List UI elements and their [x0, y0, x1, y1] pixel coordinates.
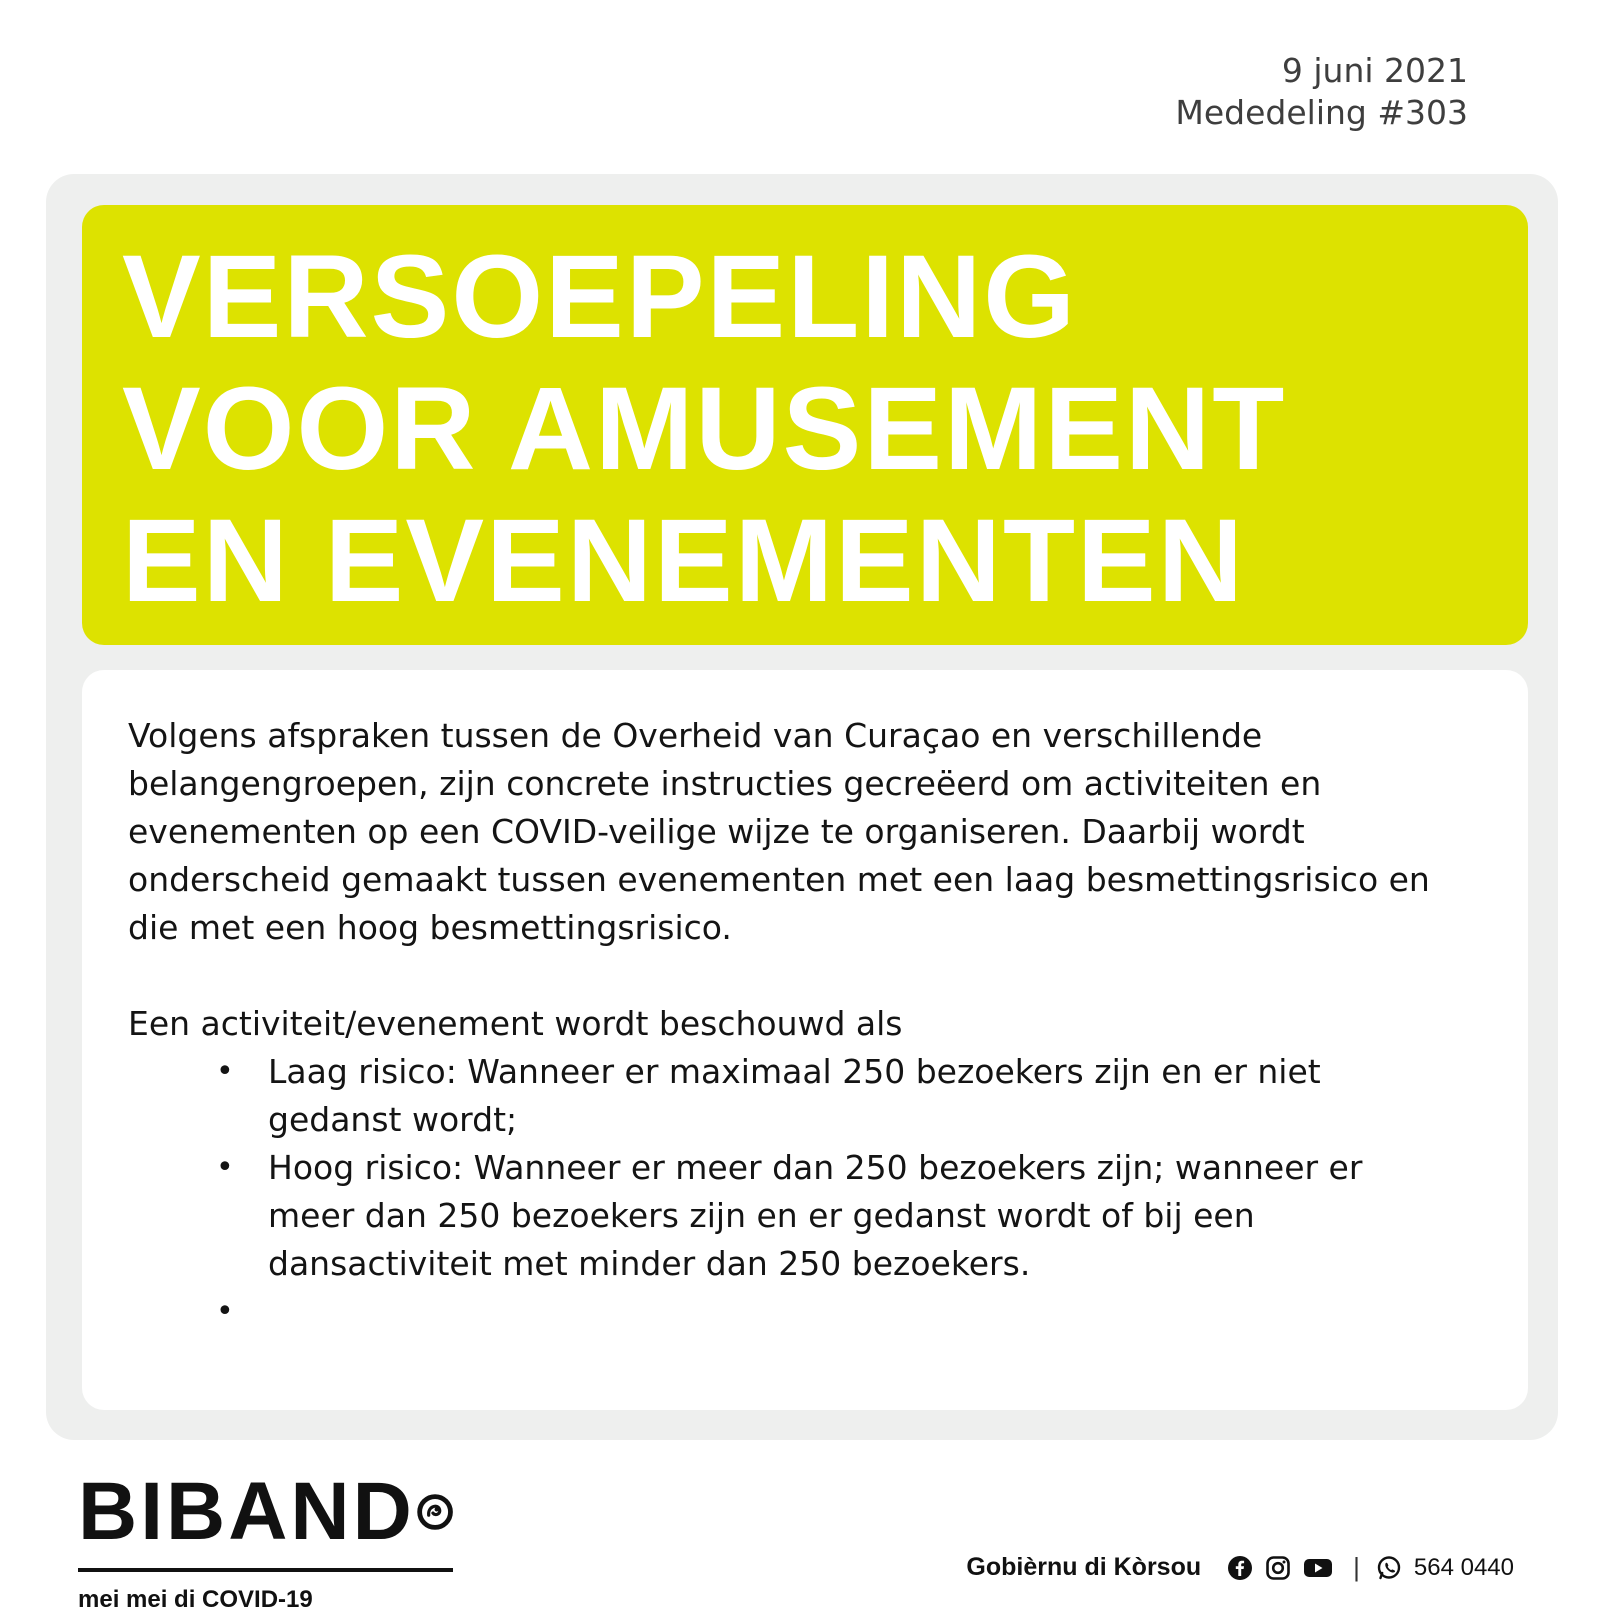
footer-bar	[966, 1552, 1514, 1583]
intro-paragraph: Volgens afspraken tussen de Overheid van Curaçao en verschillende belangengroepen, zijn concrete instructies gecreëerd om activiteiten en evenementen op een COVID-veilige wijze te organiseren. Daarbij wordt onderscheid gemaakt tussen evenementen met een laag besmettingsrisico en die met een hoog besmettingsrisico.	[128, 716, 1430, 947]
government-name: Gobièrnu di Kòrsou	[966, 1553, 1202, 1581]
lead-sentence: Een activiteit/evenement wordt beschouwd als	[128, 1004, 903, 1043]
risk-list	[128, 1048, 1408, 1336]
bullet-icon: •	[216, 1054, 234, 1089]
list-item	[216, 1144, 1408, 1288]
notice-number: Mededeling #303	[1175, 93, 1468, 132]
phone-number: 564 0440	[1413, 1553, 1514, 1581]
body-text	[128, 712, 1478, 1336]
footer-separator: |	[1353, 1552, 1360, 1582]
bullet-icon: •	[216, 1294, 234, 1329]
logo-divider	[78, 1568, 453, 1572]
whatsapp-icon[interactable]	[1376, 1555, 1402, 1581]
headline-line-3: EN EVENEMENTEN	[122, 495, 1245, 627]
headline-line-1: VERSOEPELING	[122, 231, 1078, 363]
headline-banner	[82, 205, 1528, 645]
youtube-icon[interactable]	[1303, 1555, 1333, 1581]
list-item	[216, 1288, 1408, 1336]
facebook-icon[interactable]	[1227, 1555, 1253, 1581]
date-label: 9 juni 2021	[1281, 51, 1468, 90]
logo-wordmark	[78, 1466, 453, 1557]
headline-line-2: VOOR AMUSEMENT	[122, 363, 1287, 495]
bibando-logo	[78, 1466, 453, 1614]
list-item	[216, 1048, 1408, 1144]
header-meta	[1175, 50, 1468, 134]
logo-tagline: mei mei di COVID-19	[78, 1586, 313, 1613]
list-item-text: Laag risico: Wanneer er maximaal 250 bezoekers zijn en er niet gedanst wordt;	[268, 1052, 1321, 1139]
headline	[82, 205, 1528, 627]
bullet-icon: •	[216, 1150, 234, 1185]
instagram-icon[interactable]	[1265, 1555, 1291, 1581]
body-card	[82, 670, 1528, 1410]
list-item-text: Hoog risico: Wanneer er meer dan 250 bezoekers zijn; wanneer er meer dan 250 bezoekers zijn en er gedanst wordt of bij een dansactiviteit met minder dan 250 bezoekers.	[268, 1148, 1363, 1283]
logo-word: BIBAND	[78, 1466, 415, 1557]
logo-o-icon	[417, 1478, 453, 1546]
